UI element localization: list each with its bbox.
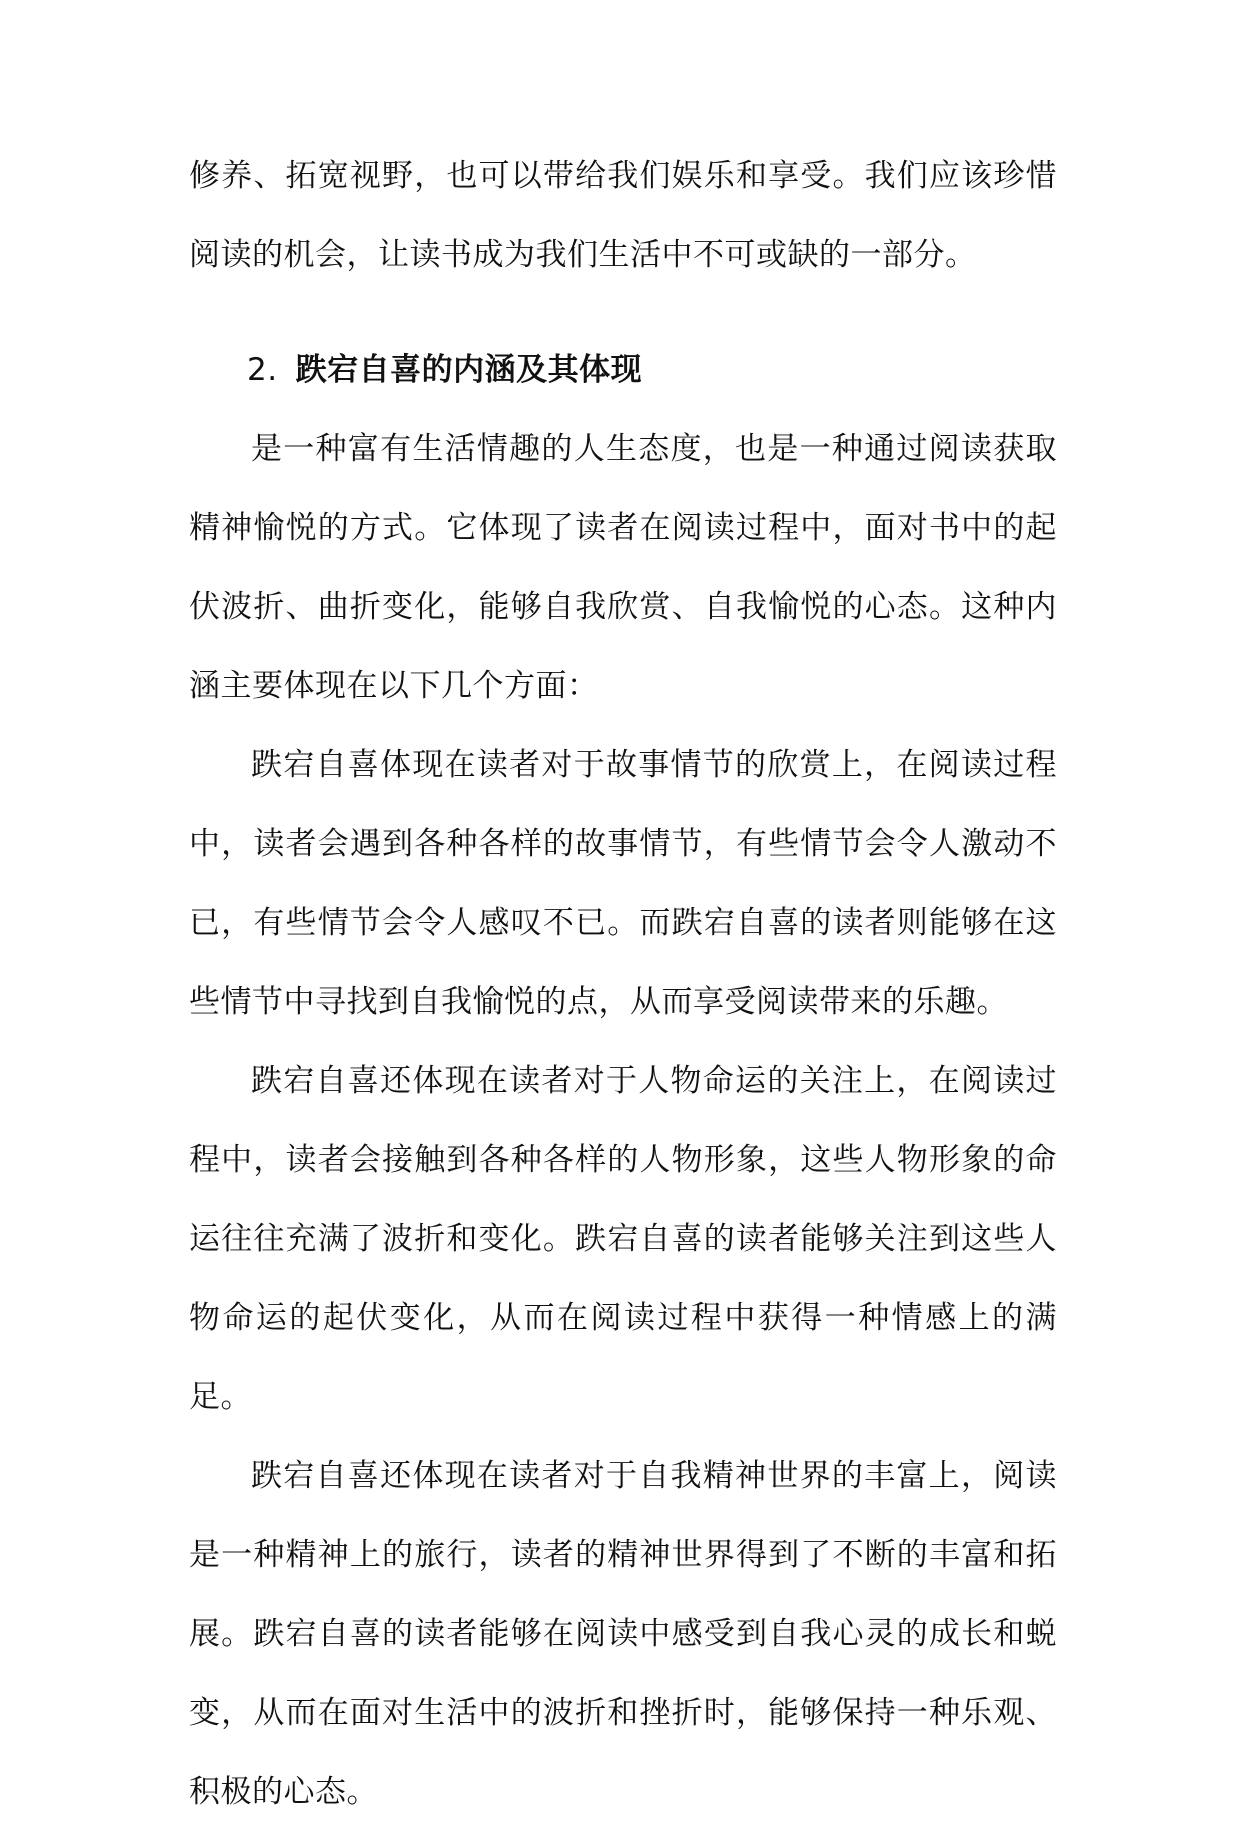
section-title: 跌宕自喜的内涵及其体现	[295, 352, 643, 388]
body-paragraph: 跌宕自喜还体现在读者对于人物命运的关注上，在阅读过程中，读者会接触到各种各样的人物形象，这些人物形象的命运往往充满了波折和变化。跌宕自喜的读者能够关注到这些人物命运的起伏变化，从而在阅读过程中获得一种情感上的满足。	[189, 1063, 1057, 1415]
document-page	[189, 137, 1057, 1832]
intro-paragraph: 修养、拓宽视野，也可以带给我们娱乐和享受。我们应该珍惜阅读的机会，让读书成为我们生活中不可或缺的一部分。	[189, 158, 1057, 273]
body-paragraph: 是一种富有生活情趣的人生态度，也是一种通过阅读获取精神愉悦的方式。它体现了读者在阅读过程中，面对书中的起伏波折、曲折变化，能够自我欣赏、自我愉悦的心态。这种内涵主要体现在以下几个方面：	[189, 431, 1057, 704]
body-paragraph: 跌宕自喜还体现在读者对于自我精神世界的丰富上，阅读是一种精神上的旅行，读者的精神世界得到了不断的丰富和拓展。跌宕自喜的读者能够在阅读中感受到自我心灵的成长和蜕变，从而在面对生活中的波折和挫折时，能够保持一种乐观、积极的心态。	[189, 1458, 1057, 1810]
body-paragraph: 跌宕自喜体现在读者对于故事情节的欣赏上，在阅读过程中，读者会遇到各种各样的故事情节，有些情节会令人激动不已，有些情节会令人感叹不已。而跌宕自喜的读者则能够在这些情节中寻找到自我愉悦的点，从而享受阅读带来的乐趣。	[189, 747, 1057, 1020]
section-number: 2.	[247, 352, 278, 388]
section-heading	[189, 331, 1057, 410]
